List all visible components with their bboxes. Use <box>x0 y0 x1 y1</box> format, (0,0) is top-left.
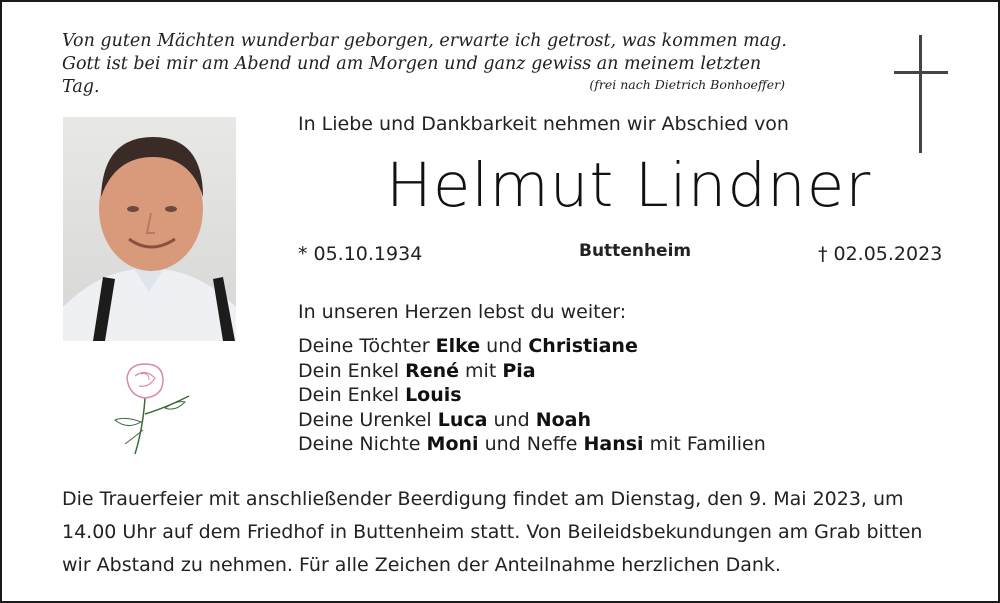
family-relation-text: und <box>487 408 536 431</box>
quote-source: (frei nach Dietrich Bonhoeffer) <box>589 77 785 92</box>
family-row <box>298 334 766 359</box>
funeral-notice <box>62 483 962 582</box>
family-row <box>298 383 766 408</box>
family-member-name: Christiane <box>528 335 638 357</box>
family-member-name: Pia <box>502 359 536 382</box>
family-relation-text: und Neffe <box>478 433 584 455</box>
family-relation-text: Deine Töchter <box>298 335 436 357</box>
portrait-photo <box>63 117 236 341</box>
birth-symbol: * <box>298 243 308 265</box>
funeral-line-3: wir Abstand zu nehmen. Für alle Zeichen der Anteilnahme herzlichen Dank. <box>62 554 781 576</box>
quote-line-2: Gott ist bei mir am Abend und am Morgen und ganz gewiss an meinem letzten Tag. <box>62 54 762 97</box>
family-relation-text: Dein Enkel <box>298 384 406 406</box>
family-member-name: Hansi <box>583 433 644 455</box>
cross-icon <box>893 35 949 153</box>
family-row <box>298 408 766 433</box>
death-symbol: † <box>818 243 828 265</box>
family-relation-text: Deine Nichte <box>298 433 427 455</box>
funeral-line-2: 14.00 Uhr auf dem Friedhof in Buttenheim statt. Von Beileidsbekundungen am Grab bitten <box>62 521 923 543</box>
family-relation-text: mit <box>459 359 503 382</box>
family-relation-text: Dein Enkel <box>298 359 406 382</box>
family-member-name: Elke <box>435 335 481 357</box>
family-member-name: Noah <box>535 408 592 431</box>
funeral-line-1: Die Trauerfeier mit anschließender Beerdigung findet am Dienstag, den 9. Mai 2023, um <box>62 488 904 510</box>
family-relation-text: Deine Urenkel <box>298 408 438 431</box>
family-list <box>298 334 766 457</box>
family-row <box>298 432 766 457</box>
farewell-intro: In Liebe und Dankbarkeit nehmen wir Abschied von <box>298 113 789 135</box>
deceased-name: Helmut Lindner <box>386 150 872 221</box>
rose-icon <box>105 358 195 456</box>
death-date: 02.05.2023 <box>833 243 943 265</box>
family-member-name: Luca <box>437 408 488 431</box>
quote-line-1: Von guten Mächten wunderbar geborgen, erwarte ich getrost, was kommen mag. <box>62 31 787 51</box>
family-relation-text: und <box>480 335 529 357</box>
family-heading: In unseren Herzen lebst du weiter: <box>298 301 627 323</box>
family-member-name: René <box>405 359 459 382</box>
death-date-line <box>818 243 942 265</box>
birth-date: 05.10.1934 <box>313 243 423 265</box>
family-relation-text: mit Familien <box>643 433 766 455</box>
family-member-name: Louis <box>405 384 462 406</box>
birth-date-line <box>298 243 422 265</box>
family-member-name: Moni <box>426 433 479 455</box>
family-row <box>298 359 766 384</box>
hometown: Buttenheim <box>579 241 692 261</box>
